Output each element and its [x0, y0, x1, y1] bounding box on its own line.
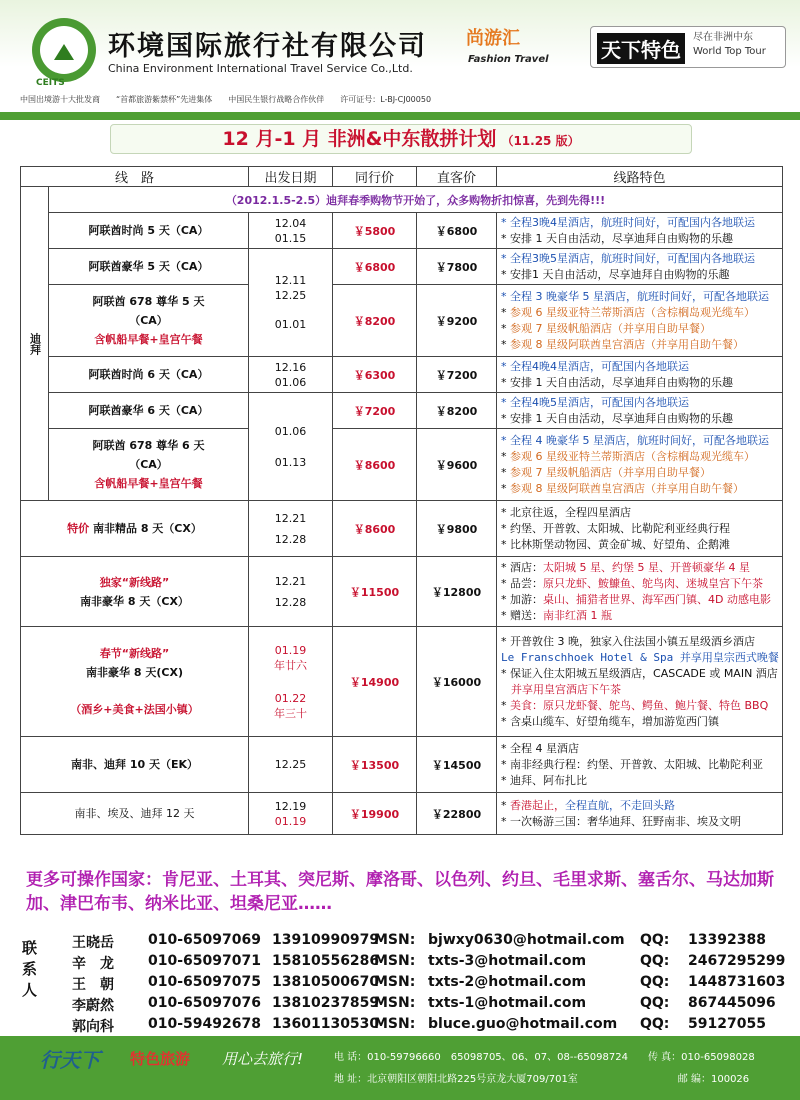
- peer-price: ￥6300: [333, 357, 417, 393]
- company-name-cn: 环境国际旅行社有限公司: [108, 31, 427, 62]
- wt-small-en: World Top Tour: [693, 46, 766, 57]
- list-item: 辛 龙 010-65097071 15810556286 MSN: txts-3@hotmail.com QQ: 2467295299: [72, 953, 786, 972]
- route-name: 阿联酋时尚 5 天（CA）: [49, 213, 249, 249]
- header-date: 出发日期: [249, 167, 333, 187]
- departure-dates: 12.21 12.28: [249, 557, 333, 627]
- direct-price: ￥6800: [417, 213, 497, 249]
- direct-price: ￥9800: [417, 501, 497, 557]
- route-name: 阿联酋时尚 6 天（CA）: [49, 357, 249, 393]
- region-dubai: 迪拜: [21, 187, 49, 501]
- route-name: 特价 南非精品 8 天（CX）: [21, 501, 249, 557]
- promo-banner: （2012.1.5-2.5）迪拜春季购物节开始了，众多购物折扣惊喜，先到先得!!!: [49, 187, 783, 213]
- table-row: [21, 627, 783, 737]
- fashion-logo-en: Fashion Travel: [468, 54, 549, 65]
- direct-price: ￥9600: [417, 429, 497, 501]
- route-name: 阿联酋 678 尊华 5 天 （CA） 含帆船早餐+皇宫午餐: [49, 285, 249, 357]
- list-item: 王晓岳 010-65097069 13910990979 MSN: bjwxy0630@hotmail.com QQ: 13392388: [72, 932, 766, 951]
- footer-slogan: 用心去旅行!: [222, 1050, 304, 1068]
- list-item: 郭向科 010-59492678 13601130530 MSN: bluce.guo@hotmail.com QQ: 59127055: [72, 1016, 766, 1035]
- direct-price: ￥22800: [417, 793, 497, 835]
- title-version: （11.25 版）: [501, 134, 580, 148]
- route-name: 南非、迪拜 10 天（EK）: [21, 737, 249, 793]
- list-item: 李蔚然 010-65097076 13810237859 MSN: txts-1@hotmail.com QQ: 867445096: [72, 995, 776, 1014]
- company-logo-icon: [32, 18, 96, 82]
- fashion-logo-cn: 尚游汇: [466, 28, 520, 49]
- route-name: 南非、埃及、迪拜 12 天: [21, 793, 249, 835]
- route-features: * 开普敦住 3 晚，独家入住法国小镇五星级酒乡酒店 Le Franschhoek Hotel & Spa 并享用皇宗西式晚餐 * 保证入住太阳城五星级酒店，CASCADE 或 MAIN 酒店 并享用皇宫酒店下午茶 * 美食：原只龙虾餐、鸵鸟、鳄鱼、鲍片餐、特色 BBQ * 含桌山缆车、好望角缆车，增加游览西门镇: [497, 627, 783, 737]
- footer: [0, 1036, 800, 1100]
- footer-phone: 电 话：010-59796660 65098705、06、07、08--65098724 传 真：010-65098028: [334, 1052, 755, 1063]
- direct-price: ￥8200: [417, 393, 497, 429]
- route-features: * 全程 3 晚豪华 5 星酒店，航班时间好，可配各地联运 * 参观 6 星级亚特兰蒂斯酒店（含棕榈岛观光缆车） * 参观 7 星级帆船酒店（并享用自助早餐） * 参观 8 星级阿联酋皇宫酒店（并享用自助午餐）: [497, 285, 783, 357]
- table-row: [21, 501, 783, 557]
- wt-small-cn: 尽在非洲中东: [693, 32, 753, 43]
- route-features: * 全程3晚4星酒店，航班时间好，可配国内各地联运 * 安排 1 天自由活动，尽享迪拜自由购物的乐趣: [497, 213, 783, 249]
- route-features: * 全程 4 星酒店 * 南非经典行程：约堡、开普敦、太阳城、比勒陀利亚 * 迪拜、阿布扎比: [497, 737, 783, 793]
- tagline: 中国出境游十大批发商 “首都旅游紫禁杯”先进集体 中国民生银行战略合作伙伴 许可证号：L-BJ-CJ00050: [20, 95, 432, 104]
- peer-price: ￥19900: [333, 793, 417, 835]
- table-row: [21, 557, 783, 627]
- company-name-en: China Environment International Travel Service Co.,Ltd.: [108, 62, 413, 75]
- table-row: [21, 249, 783, 285]
- footer-address: 地 址：北京朝阳区朝阳北路225号京龙大厦709/701室 邮 编：100026: [334, 1074, 750, 1085]
- route-features: * 酒店：太阳城 5 星、约堡 5 星、开普顿豪华 4 星 * 品尝：原只龙虾、鮟鱇鱼、鸵鸟肉、迷城皇宫下午茶 * 加游：桌山、捕猎者世界、海军西门镇、4D 动感电影 * 赠送：南非红酒 1 瓶: [497, 557, 783, 627]
- departure-dates: 12.16 01.06: [249, 357, 333, 393]
- footer-logo-1: 行天下: [40, 1048, 100, 1072]
- peer-price: ￥6800: [333, 249, 417, 285]
- footer-logo-2: 特色旅游: [130, 1050, 191, 1068]
- header-divider: [0, 112, 800, 120]
- direct-price: ￥14500: [417, 737, 497, 793]
- peer-price: ￥13500: [333, 737, 417, 793]
- fashion-travel-logo: [462, 24, 562, 76]
- peer-price: ￥8200: [333, 285, 417, 357]
- logo-text: CEITS: [36, 78, 65, 88]
- route-features: * 全程4晚5星酒店，可配国内各地联运 * 安排 1 天自由活动，尽享迪拜自由购物的乐趣: [497, 393, 783, 429]
- table-row: [21, 393, 783, 429]
- direct-price: ￥9200: [417, 285, 497, 357]
- departure-dates: 12.19 01.19: [249, 793, 333, 835]
- peer-price: ￥11500: [333, 557, 417, 627]
- route-features: * 香港起止，全程直航，不走回头路 * 一次畅游三国：奢华迪拜、狂野南非、埃及文明: [497, 793, 783, 835]
- route-features: * 全程 4 晚豪华 5 星酒店，航班时间好，可配各地联运 * 参观 6 星级亚特兰蒂斯酒店（含棕榈岛观光缆车） * 参观 7 星级帆船酒店（并享用自助早餐） * 参观 8 星级阿联酋皇宫酒店（并享用自助午餐）: [497, 429, 783, 501]
- route-features: * 全程3晚5星酒店，航班时间好，可配国内各地联运 * 安排1 天自由活动，尽享迪拜自由购物的乐趣: [497, 249, 783, 285]
- departure-dates: 12.21 12.28: [249, 501, 333, 557]
- departure-dates: 01.06 01.13: [249, 393, 333, 501]
- page-title: [110, 124, 692, 154]
- departure-dates: 12.25: [249, 737, 333, 793]
- peer-price: ￥7200: [333, 393, 417, 429]
- table-header: [21, 167, 783, 187]
- peer-price: ￥8600: [333, 501, 417, 557]
- route-name: 阿联酋豪华 6 天（CA）: [49, 393, 249, 429]
- departure-dates: 12.04 01.15: [249, 213, 333, 249]
- table-row: [21, 737, 783, 793]
- peer-price: ￥5800: [333, 213, 417, 249]
- route-name: 阿联酋 678 尊华 6 天 （CA） 含帆船早餐+皇宫午餐: [49, 429, 249, 501]
- departure-dates: 01.19 年廿六 01.22 年三十: [249, 627, 333, 737]
- table-row: [21, 793, 783, 835]
- route-name: 春节“新线路” 南非豪华 8 天(CX) （酒乡+美食+法国小镇）: [21, 627, 249, 737]
- more-countries: 更多可操作国家：肯尼亚、土耳其、突尼斯、摩洛哥、以色列、约旦、毛里求斯、塞舌尔、马达加斯加、津巴布韦、纳米比亚、坦桑尼亚……: [26, 870, 774, 914]
- header-features: 线路特色: [497, 167, 783, 187]
- header-direct-price: 直客价: [417, 167, 497, 187]
- direct-price: ￥7800: [417, 249, 497, 285]
- direct-price: ￥16000: [417, 627, 497, 737]
- direct-price: ￥12800: [417, 557, 497, 627]
- contact-list: [72, 932, 786, 1037]
- route-features: * 全程4晚4星酒店，可配国内各地联运 * 安排 1 天自由活动，尽享迪拜自由购物的乐趣: [497, 357, 783, 393]
- header-peer-price: 同行价: [333, 167, 417, 187]
- table-row: [21, 357, 783, 393]
- route-name: 阿联酋豪华 5 天（CA）: [49, 249, 249, 285]
- contact-label: 联系人: [22, 939, 38, 999]
- route-features: * 北京往返，全程四星酒店 * 约堡、开普敦、太阳城、比勒陀利亚经典行程 * 比林斯堡动物园、黄金矿城、好望角、企鹅滩: [497, 501, 783, 557]
- routes-table: [20, 166, 783, 835]
- wt-big-text: 天下特色: [597, 33, 685, 64]
- title-main: 12 月-1 月 非洲&中东散拼计划: [222, 128, 497, 150]
- header: [0, 0, 800, 112]
- route-name: 独家“新线路” 南非豪华 8 天（CX）: [21, 557, 249, 627]
- departure-dates: 12.11 12.25 01.01: [249, 249, 333, 357]
- peer-price: ￥8600: [333, 429, 417, 501]
- header-route: 线 路: [21, 167, 249, 187]
- table-row: [21, 285, 783, 357]
- peer-price: ￥14900: [333, 627, 417, 737]
- table-row: [21, 213, 783, 249]
- world-top-tour-logo: [590, 26, 786, 68]
- list-item: 王 朝 010-65097075 13810500670 MSN: txts-2@hotmail.com QQ: 1448731603: [72, 974, 786, 993]
- table-row: [21, 429, 783, 501]
- direct-price: ￥7200: [417, 357, 497, 393]
